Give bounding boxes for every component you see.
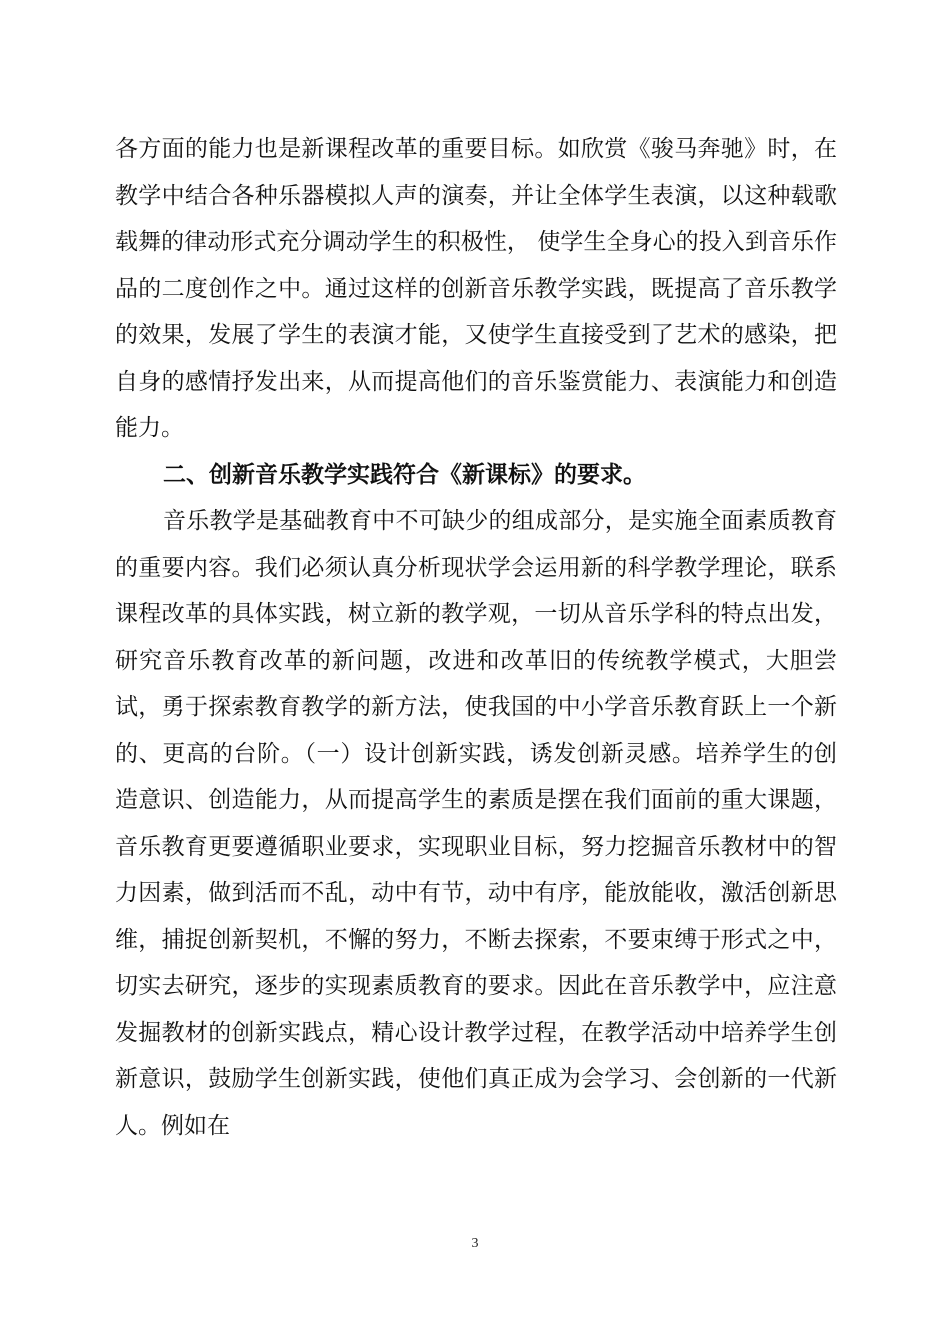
page-number: 3 — [471, 1236, 479, 1251]
document-body — [115, 126, 837, 1149]
body-paragraph: 音乐教学是基础教育中不可缺少的组成部分，是实施全面素质教育的重要内容。我们必须认真分析现状学会运用新的科学教学理论，联系课程改革的具体实践，树立新的教学观，一切从音乐学科的特点出发，研究音乐教育改革的新问题，改进和改革旧的传统教学模式，大胆尝试，勇于探索教育教学的新方法，使我国的中小学音乐教育跃上一个新的、更高的台阶。（一）设计创新实践，诱发创新灵感。培养学生的创造意识、创造能力，从而提高学生的素质是摆在我们面前的重大课题，音乐教育更要遵循职业要求，实现职业目标，努力挖掘音乐教材中的智力因素，做到活而不乱，动中有节，动中有序，能放能收，激活创新思维，捕捉创新契机，不懈的努力，不断去探索，不要束缚于形式之中，切实去研究，逐步的实现素质教育的要求。因此在音乐教学中，应注意发掘教材的创新实践点，精心设计教学过程，在教学活动中培养学生创新意识，鼓励学生创新实践，使他们真正成为会学习、会创新的一代新人。例如在 — [115, 508, 837, 1139]
body-paragraph: 各方面的能力也是新课程改革的重要目标。如欣赏《骏马奔驰》时，在教学中结合各种乐器模拟人声的演奏，并让全体学生表演，以这种载歌载舞的律动形式充分调动学生的积极性， 使学生全身心的投入到音乐作品的二度创作之中。通过这样的创新音乐教学实践，既提高了音乐教学的效果，发展了学生的表演才能，又使学生直接受到了艺术的感染，把自身的感情抒发出来，从而提高他们的音乐鉴赏能力、表演能力和创造能力。 — [115, 136, 837, 441]
section-heading: 二、创新音乐教学实践符合《新课标》的要求。 — [163, 461, 646, 488]
